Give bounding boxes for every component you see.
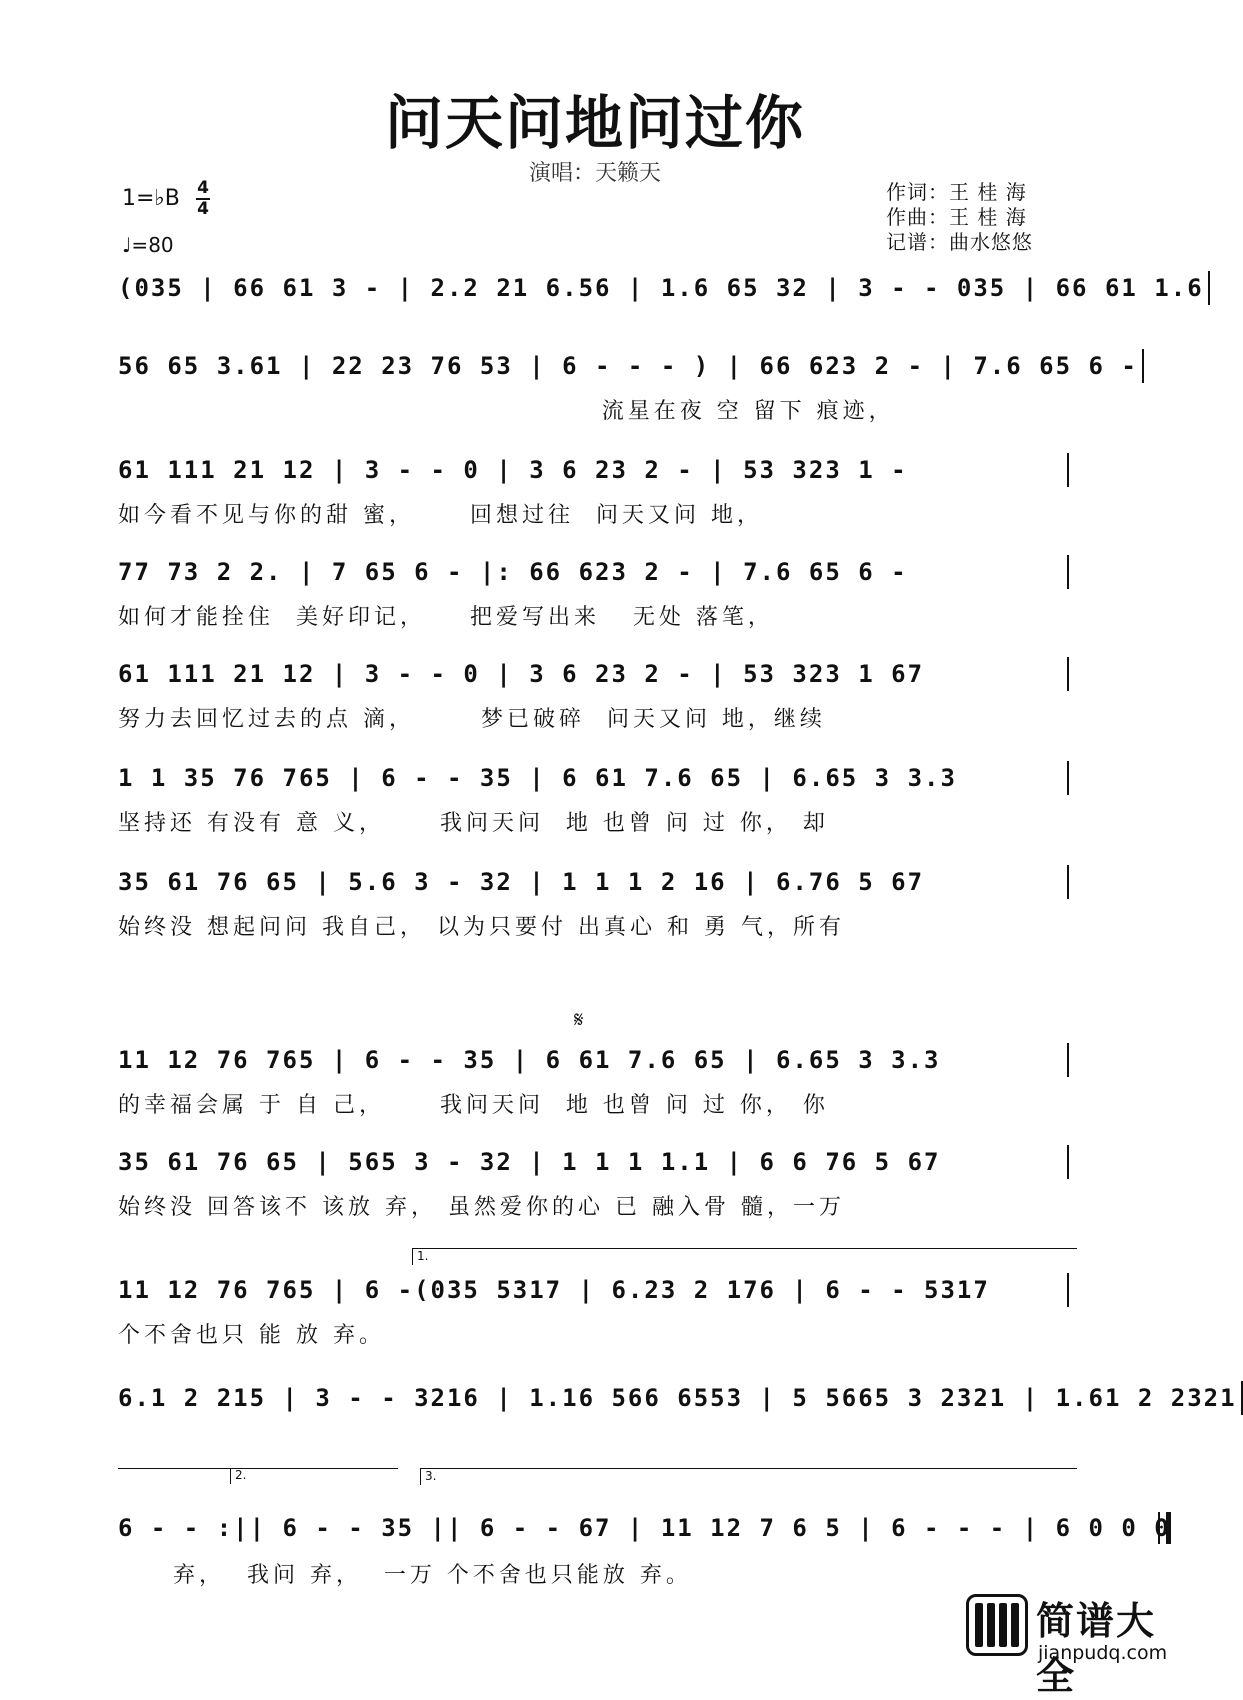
notation-line: 6.1 2 215 | 3 - - 3216 | 1.16 566 6553 | 5 5665 3 2321 | 1.61 2 2321 (118, 1384, 1237, 1412)
tempo-mark: ♩=80 (122, 233, 174, 257)
transcriber: 记谱：曲水悠悠 (886, 230, 1033, 254)
score-row-5 (118, 654, 1073, 694)
notation-line: 61 111 21 12 | 3 - - 0 | 3 6 23 2 - | 53 323 1 67 (118, 660, 925, 688)
notation-line: 35 61 76 65 | 5.6 3 - 32 | 1 1 1 2 16 | 6.76 5 67 (118, 868, 925, 896)
score-row-4 (118, 552, 1073, 592)
song-title: 问天问地问过你 (384, 89, 805, 157)
score-row-1 (118, 268, 1204, 308)
composer: 作曲：王 桂 海 (886, 205, 1027, 229)
lyric-line-10: 个不舍也只 能 放 弃。 (118, 1323, 385, 1348)
score-row-3 (118, 450, 1073, 490)
singer-credit: 演唱：天籁天 (528, 161, 661, 186)
volta-bracket-3 (420, 1468, 1077, 1485)
time-denominator: 4 (197, 199, 209, 219)
notation-line: 77 73 2 2. | 7 65 6 - |: 66 623 2 - | 7.6 65 6 - (118, 558, 908, 586)
logo-url: jianpudq.com (1038, 1642, 1168, 1664)
piano-keys-icon (966, 1594, 1028, 1656)
notation-line: 6 - - :|| 6 - - 35 || 6 - - 67 | 11 12 7 6 5 | 6 - - - | 6 0 0 0 (118, 1514, 1171, 1542)
volta-bracket-1 (412, 1248, 1077, 1265)
notation-line: 35 61 76 65 | 565 3 - 32 | 1 1 1 1.1 | 6 6 76 5 67 (118, 1148, 941, 1176)
lyric-line-7: 始终没 想起问问 我自己， 以为只要付 出真心 和 勇 气，所有 (118, 915, 845, 940)
lyric-line-6: 坚持还 有没有 意 义， 我问天问 地 也曾 问 过 你， 却 (118, 811, 829, 836)
time-numerator: 4 (197, 178, 209, 198)
time-signature (196, 180, 210, 218)
logo-text: 简谱大全 (1036, 1599, 1157, 1698)
score-row-9 (118, 1142, 1073, 1182)
notation-line: 56 65 3.61 | 22 23 76 53 | 6 - - - ) | 66 623 2 - | 7.6 65 6 - (118, 352, 1138, 380)
notation-line: 11 12 76 765 | 6 - - 35 | 6 61 7.6 65 | 6.65 3 3.3 (118, 1046, 941, 1074)
lyric-line-2: 流星在夜 空 留下 痕迹， (118, 399, 895, 424)
lyric-line-3: 如今看不见与你的甜 蜜， 回想过往 问天又问 地， (118, 503, 763, 528)
credits-block (886, 180, 1033, 255)
lyricist: 作词：王 桂 海 (886, 180, 1027, 204)
score-row-8 (118, 1040, 1073, 1080)
notation-line: 1 1 35 76 765 | 6 - - 35 | 6 61 7.6 65 | 6.65 3 3.3 (118, 764, 957, 792)
score-row-6 (118, 758, 1073, 798)
lyric-line-12: 弃， 我问 弃， 一万 个不舍也只能放 弃。 (118, 1563, 692, 1588)
final-barline (1158, 1512, 1171, 1544)
notation-line: 11 12 76 765 | 6 -(035 5317 | 6.23 2 176 | 6 - - 5317 (118, 1276, 990, 1304)
score-row-11 (118, 1378, 1237, 1418)
volta-1-label: 1. (417, 1249, 429, 1263)
volta-2-label: 2. (235, 1468, 247, 1482)
notation-line: 61 111 21 12 | 3 - - 0 | 3 6 23 2 - | 53 323 1 - (118, 456, 908, 484)
lyric-line-4: 如何才能拴住 美好印记， 把爱写出来 无处 落笔， (118, 605, 774, 630)
site-logo (966, 1590, 1186, 1698)
key-signature: 1=♭B (122, 186, 180, 211)
segno-sign: 𝄋 (574, 1008, 584, 1033)
volta-bracket-2 (230, 1468, 401, 1484)
lyric-line-5: 努力去回忆过去的点 滴， 梦已破碎 问天又问 地，继续 (118, 707, 826, 732)
score-row-10 (118, 1270, 1073, 1310)
lyric-line-8: 的幸福会属 于 自 己， 我问天问 地 也曾 问 过 你， 你 (118, 1093, 829, 1118)
lyric-line-9: 始终没 回答该不 该放 弃， 虽然爱你的心 已 融入骨 髓，一万 (118, 1195, 845, 1220)
score-row-7 (118, 862, 1073, 902)
notation-line: (035 | 66 61 3 - | 2.2 21 6.56 | 1.6 65 32 | 3 - - 035 | 66 61 1.6 (118, 274, 1204, 302)
score-row-2 (118, 346, 1138, 386)
volta-3-label: 3. (425, 1469, 437, 1483)
score-row-12 (118, 1508, 1171, 1548)
